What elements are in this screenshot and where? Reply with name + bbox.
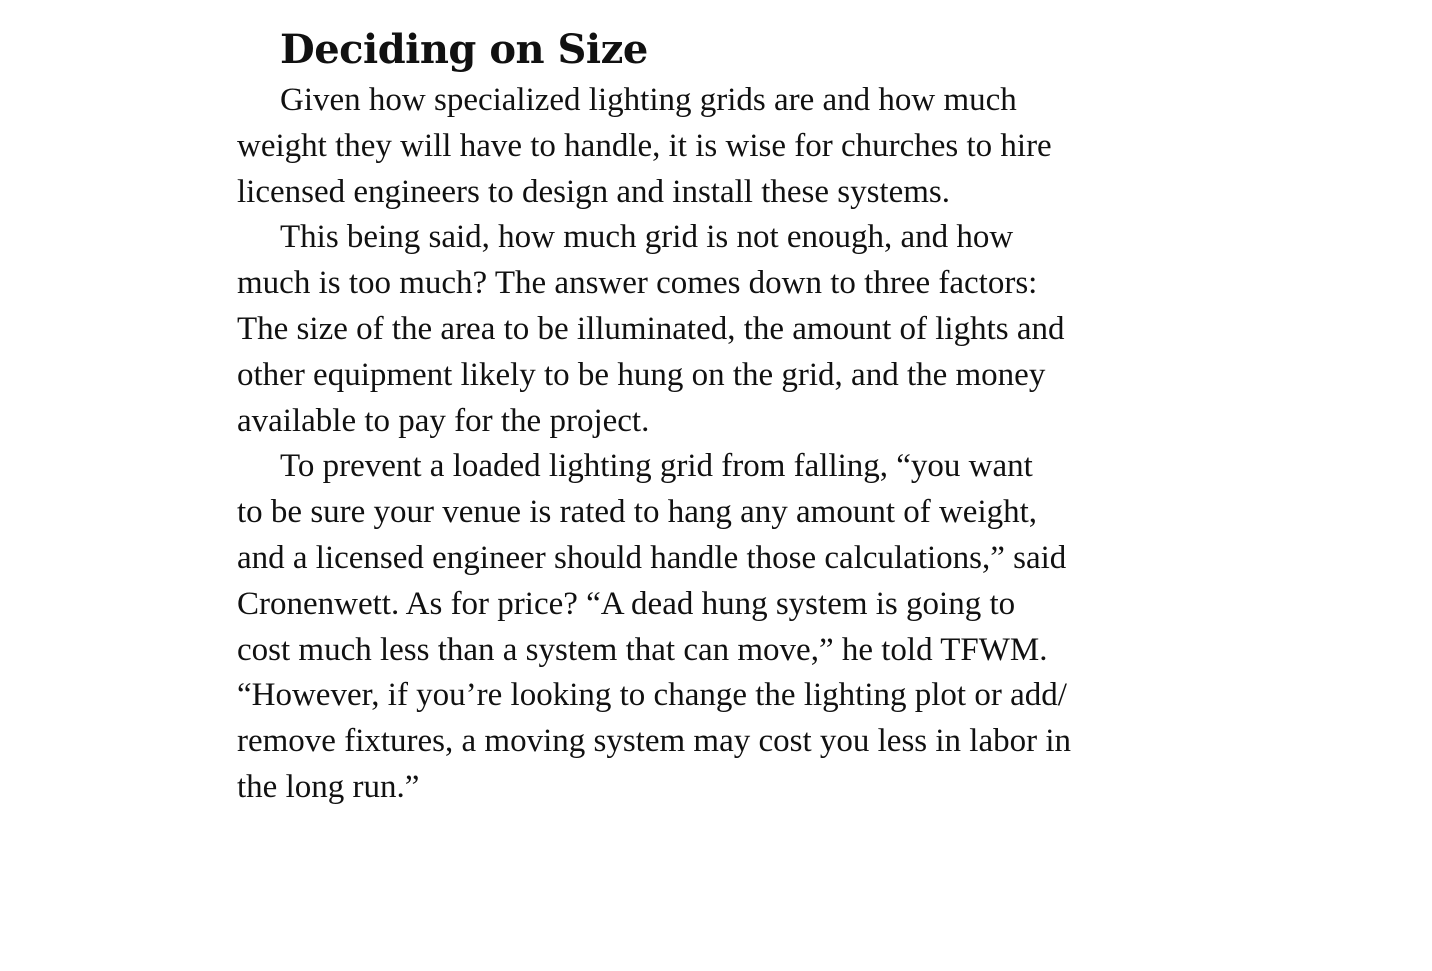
paragraph-2: [237, 215, 1167, 444]
paragraph-1: [237, 78, 1167, 215]
paragraph-line: This being said, how much grid is not enough, and how: [280, 219, 1014, 256]
paragraph-line: to be sure your venue is rated to hang any amount of weight,: [237, 494, 1038, 531]
paragraph-line: other equipment likely to be hung on the grid, and the money: [237, 356, 1046, 393]
paragraph-line: the long run.”: [237, 768, 420, 805]
paragraph-line: cost much less than a system that can move,” he told TFWM.: [237, 631, 1048, 668]
paragraph-line: The size of the area to be illuminated, the amount of lights and: [237, 310, 1065, 347]
paragraph-line: available to pay for the project.: [237, 402, 650, 439]
paragraph-line: weight they will have to handle, it is wise for churches to hire: [237, 127, 1052, 164]
paragraph-line: To prevent a loaded lighting grid from falling, “you want: [280, 448, 1033, 485]
paragraph-line: Given how specialized lighting grids are and how much: [280, 82, 1017, 118]
paragraph-line: much is too much? The answer comes down to three factors:: [237, 265, 1038, 302]
paragraph-line: Cronenwett. As for price? “A dead hung system is going to: [237, 585, 1016, 622]
paragraph-line: remove fixtures, a moving system may cost you less in labor in: [237, 723, 1072, 760]
section-heading: Deciding on Size: [280, 26, 648, 73]
paragraph-line: “However, if you’re looking to change the lighting plot or add/: [237, 677, 1067, 714]
paragraph-line: licensed engineers to design and install these systems.: [237, 173, 951, 210]
paragraph-3: [237, 444, 1167, 810]
paragraph-line: and a licensed engineer should handle those calculations,” said: [237, 539, 1067, 576]
article: [237, 22, 1167, 811]
